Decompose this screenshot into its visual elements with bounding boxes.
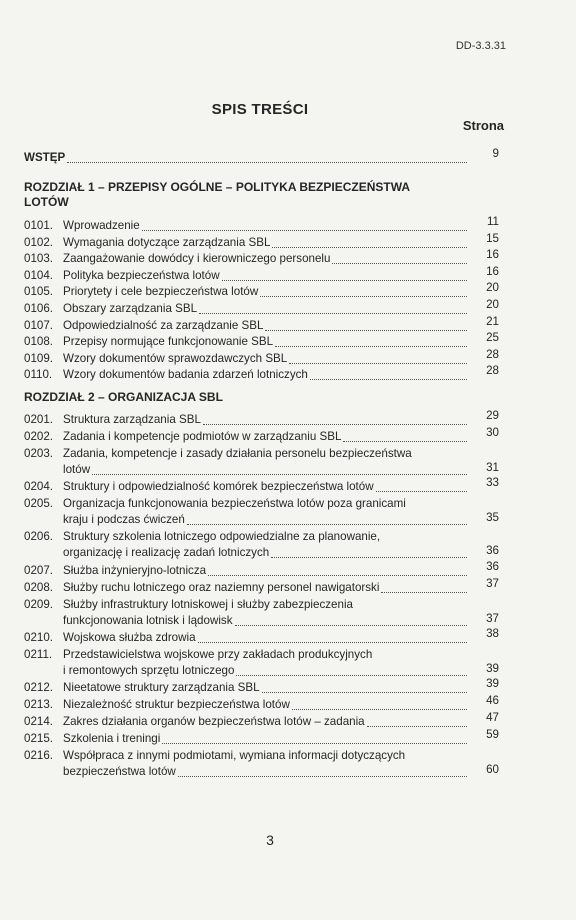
toc-entry	[24, 231, 499, 251]
toc-line	[24, 235, 499, 251]
toc-entry-title: Współpraca z innymi podmiotami, wymiana informacji dotyczących	[63, 748, 406, 762]
toc-entry-number: 0213.	[24, 698, 54, 712]
toc-page-number: 21	[486, 314, 499, 328]
toc-line	[24, 496, 499, 512]
toc-entry-title: Polityka bezpieczeństwa lotów	[63, 268, 220, 282]
toc-line	[24, 680, 499, 696]
toc-entry-title: bezpieczeństwa lotów	[63, 764, 176, 778]
leader-dots	[289, 362, 467, 364]
page-number-footer: 3	[266, 832, 274, 848]
toc-line	[24, 580, 499, 596]
toc-page-number: 37	[486, 576, 499, 590]
leader-dots	[198, 641, 467, 643]
leader-dots	[235, 624, 468, 626]
toc-entry-number: 0108.	[24, 335, 54, 349]
chapter-1-heading	[24, 180, 464, 210]
toc-entry-number: 0203.	[24, 446, 54, 460]
toc-entry-title: Przepisy normujące funkcjonowanie SBL	[63, 335, 274, 349]
toc-entry-label: WSTĘP	[24, 151, 66, 164]
toc-line	[24, 663, 499, 679]
toc-entry	[24, 425, 499, 445]
toc-entry-number: 0214.	[24, 714, 54, 728]
toc-entry-title: Struktura zarządzania SBL	[63, 413, 201, 426]
leader-dots	[178, 775, 467, 777]
toc-entry-title: Przedstawicielstwa wojskowe przy zakładach produkcyjnych	[63, 647, 373, 661]
toc-page-number: 20	[486, 298, 499, 311]
toc-entry-number: 0107.	[24, 318, 54, 332]
toc-entry-title: Służby ruchu lotniczego oraz naziemny personel nawigatorski	[63, 580, 380, 594]
toc-entry-number: 0202.	[24, 429, 54, 443]
toc-entry-title: Zadania, kompetencje i zasady działania personelu bezpieczeństwa	[63, 446, 412, 460]
toc-line	[24, 529, 499, 545]
toc-entry-title: Służby infrastruktury lotniskowej i służby zabezpieczenia	[63, 597, 353, 611]
leader-dots	[343, 440, 467, 442]
toc-page-number: 11	[486, 215, 499, 228]
leader-dots	[367, 725, 467, 727]
toc-page-number: 25	[486, 331, 499, 345]
toc-page-number: 33	[486, 476, 499, 490]
toc-entry-number: 0106.	[24, 302, 54, 315]
toc-page-number: 15	[486, 231, 499, 245]
toc-line	[24, 412, 499, 428]
toc-entry-number: 0103.	[24, 252, 54, 266]
toc-line	[24, 446, 499, 462]
toc-entry-title: Struktury szkolenia lotniczego odpowiedzialne za planowanie,	[63, 530, 381, 544]
toc-entry-title: Wprowadzenie	[63, 219, 140, 232]
toc-entry-intro	[24, 147, 499, 166]
toc-page-number: 35	[486, 510, 499, 524]
toc-entry-title: Wzory dokumentów sprawozdawczych SBL	[63, 351, 288, 365]
toc-line	[24, 748, 499, 764]
leader-dots	[236, 674, 467, 676]
toc-entry-title: Odpowiedzialność za zarządzanie SBL	[63, 318, 264, 332]
toc-entry-number: 0206.	[24, 530, 54, 544]
toc-entry	[24, 409, 499, 428]
toc-page-number: 9	[492, 147, 499, 160]
toc-entry	[24, 446, 499, 478]
toc-page-number: 29	[486, 409, 499, 422]
toc-entry	[24, 748, 499, 780]
toc-entry-number: 0208.	[24, 580, 54, 594]
leader-dots	[275, 345, 467, 347]
page-column-label: Strona	[462, 118, 504, 133]
toc-entry-title: Zakres działania organów bezpieczeństwa lotów – zadania	[63, 714, 365, 728]
toc-entry	[24, 298, 499, 317]
toc-page-number: 60	[486, 762, 499, 776]
toc-line	[24, 613, 499, 629]
toc-entry	[24, 597, 499, 629]
toc-entry-title: Wzory dokumentów badania zdarzeń lotniczych	[63, 368, 308, 382]
toc-entry-number: 0105.	[24, 285, 54, 299]
leader-dots	[187, 523, 467, 525]
toc-entry	[24, 281, 499, 300]
toc-line	[24, 334, 499, 350]
toc-entry	[24, 364, 499, 383]
toc-page-number: 46	[486, 694, 499, 708]
toc-entry	[24, 647, 499, 679]
toc-entry	[24, 727, 499, 747]
toc-entry	[24, 529, 499, 561]
toc-entry	[24, 576, 499, 596]
toc-entry-number: 0215.	[24, 731, 54, 745]
toc-entry	[24, 496, 499, 528]
toc-entry-number: 0109.	[24, 351, 54, 365]
toc-entry-number: 0205.	[24, 496, 54, 510]
toc-page-number: 20	[486, 281, 499, 295]
toc-page-number: 36	[486, 544, 499, 558]
toc-page-number: 16	[486, 248, 499, 262]
chapter-heading-line: ROZDZIAŁ 1 – PRZEPISY OGÓLNE – POLITYKA BEZPIECZEŃSTWA	[24, 180, 411, 194]
toc-page-number: 31	[486, 460, 499, 474]
toc-entry	[24, 476, 499, 495]
toc-entry	[24, 248, 499, 267]
toc-entry	[24, 694, 499, 713]
toc-line	[24, 647, 499, 663]
toc-entry	[24, 559, 499, 579]
toc-line	[24, 268, 499, 284]
toc-line	[24, 301, 499, 317]
toc-entry-number: 0212.	[24, 681, 54, 695]
toc-entry-number: 0216.	[24, 748, 54, 762]
leader-dots	[381, 591, 467, 593]
toc-entry-title: Obszary zarządzania SBL	[63, 302, 198, 315]
leader-dots	[199, 312, 467, 314]
toc-page-number: 59	[486, 727, 499, 741]
toc-entry	[24, 677, 499, 696]
toc-entry-number: 0104.	[24, 268, 54, 282]
toc-entry	[24, 627, 499, 646]
toc-entry-number: 0201.	[24, 413, 54, 426]
toc-page-number: 36	[486, 559, 499, 573]
toc-line	[24, 479, 499, 495]
toc-entry-title: Szkolenia i treningi	[63, 731, 161, 745]
chapter-2-heading: ROZDZIAŁ 2 – ORGANIZACJA SBL	[24, 390, 223, 404]
toc-entry-number: 0110.	[24, 368, 53, 382]
toc-entry-title: Nieetatowe struktury zarządzania SBL	[63, 681, 260, 695]
toc-entry-number: 0210.	[24, 631, 54, 644]
toc-page-number: 38	[486, 627, 499, 640]
toc-entry-title: Wymagania dotyczące zarządzania SBL	[63, 235, 271, 249]
toc-line	[24, 351, 499, 367]
toc-line	[24, 318, 499, 334]
leader-dots	[222, 279, 467, 281]
toc-line	[24, 764, 499, 780]
toc-page-number: 37	[486, 611, 499, 625]
toc-entry-title: lotów	[63, 462, 91, 476]
leader-dots	[67, 161, 467, 163]
leader-dots	[272, 246, 467, 248]
toc-entry	[24, 264, 499, 284]
toc-page-number: 39	[486, 677, 499, 691]
toc-page-number: 28	[486, 364, 499, 378]
toc-entry	[24, 347, 499, 367]
leader-dots	[376, 490, 467, 492]
toc-entry-title: funkcjonowania lotnisk i lądowisk	[63, 613, 233, 627]
leader-dots	[292, 708, 467, 710]
toc-page-number: 16	[486, 264, 499, 278]
page-title: SPIS TREŚCI	[211, 101, 309, 118]
toc-line	[24, 545, 499, 561]
toc-entry-number: 0102.	[24, 235, 54, 249]
toc-entry-title: organizację i realizację zadań lotniczych	[63, 546, 270, 560]
toc-entry	[24, 331, 499, 350]
toc-entry	[24, 314, 499, 334]
toc-entry-number: 0209.	[24, 597, 54, 611]
toc-page-number: 28	[486, 347, 499, 361]
toc-entry-title: Zadania i kompetencje podmiotów w zarządzaniu SBL	[63, 429, 342, 443]
toc-line	[24, 429, 499, 445]
leader-dots	[262, 691, 467, 693]
leader-dots	[162, 742, 467, 744]
toc-entry-number: 0207.	[24, 563, 54, 577]
toc-entry-title: kraju i podczas ćwiczeń	[63, 512, 185, 526]
toc-line	[24, 731, 499, 747]
toc-line	[24, 630, 499, 646]
document-number: DD-3.3.31	[455, 40, 506, 52]
chapter-heading-line: LOTÓW	[24, 195, 69, 209]
toc-entry-title: Organizacja funkcjonowania bezpieczeństwa lotów poza granicami	[63, 496, 406, 510]
leader-dots	[310, 378, 467, 380]
toc-page-number: 47	[486, 710, 499, 724]
leader-dots	[92, 473, 467, 475]
toc-entry	[24, 710, 499, 730]
leader-dots	[260, 295, 467, 297]
toc-line	[24, 563, 499, 579]
toc-entry-number: 0211.	[24, 647, 53, 661]
toc-line	[24, 697, 499, 713]
toc-line	[24, 714, 499, 730]
leader-dots	[271, 556, 467, 558]
toc-line	[24, 597, 499, 613]
toc-entry-title: Niezależność struktur bezpieczeństwa lotów	[63, 698, 290, 712]
toc-entry-title: i remontowych sprzętu lotniczego	[63, 663, 235, 677]
toc-line	[24, 462, 499, 478]
toc-entry	[24, 215, 499, 234]
toc-entry-title: Służba inżynieryjno-lotnicza	[63, 563, 207, 577]
leader-dots	[332, 262, 467, 264]
leader-dots	[142, 229, 467, 231]
toc-entry-number: 0204.	[24, 480, 54, 494]
toc-entry-title: Struktury i odpowiedzialność komórek bezpieczeństwa lotów	[63, 480, 374, 494]
leader-dots	[208, 574, 467, 576]
toc-entry-title: Zaangażowanie dowódcy i kierowniczego personelu	[63, 252, 331, 266]
leader-dots	[203, 423, 467, 425]
toc-line	[24, 512, 499, 528]
toc-entry-title: Wojskowa służba zdrowia	[63, 631, 196, 644]
toc-entry-number: 0101.	[24, 219, 54, 232]
toc-line	[24, 251, 499, 267]
toc-page-number: 30	[486, 425, 499, 439]
leader-dots	[265, 329, 467, 331]
toc-line	[24, 367, 499, 383]
toc-page-number: 39	[486, 661, 499, 675]
toc-line	[24, 284, 499, 300]
toc-line	[24, 218, 499, 234]
toc-entry-title: Priorytety i cele bezpieczeństwa lotów	[63, 285, 259, 299]
